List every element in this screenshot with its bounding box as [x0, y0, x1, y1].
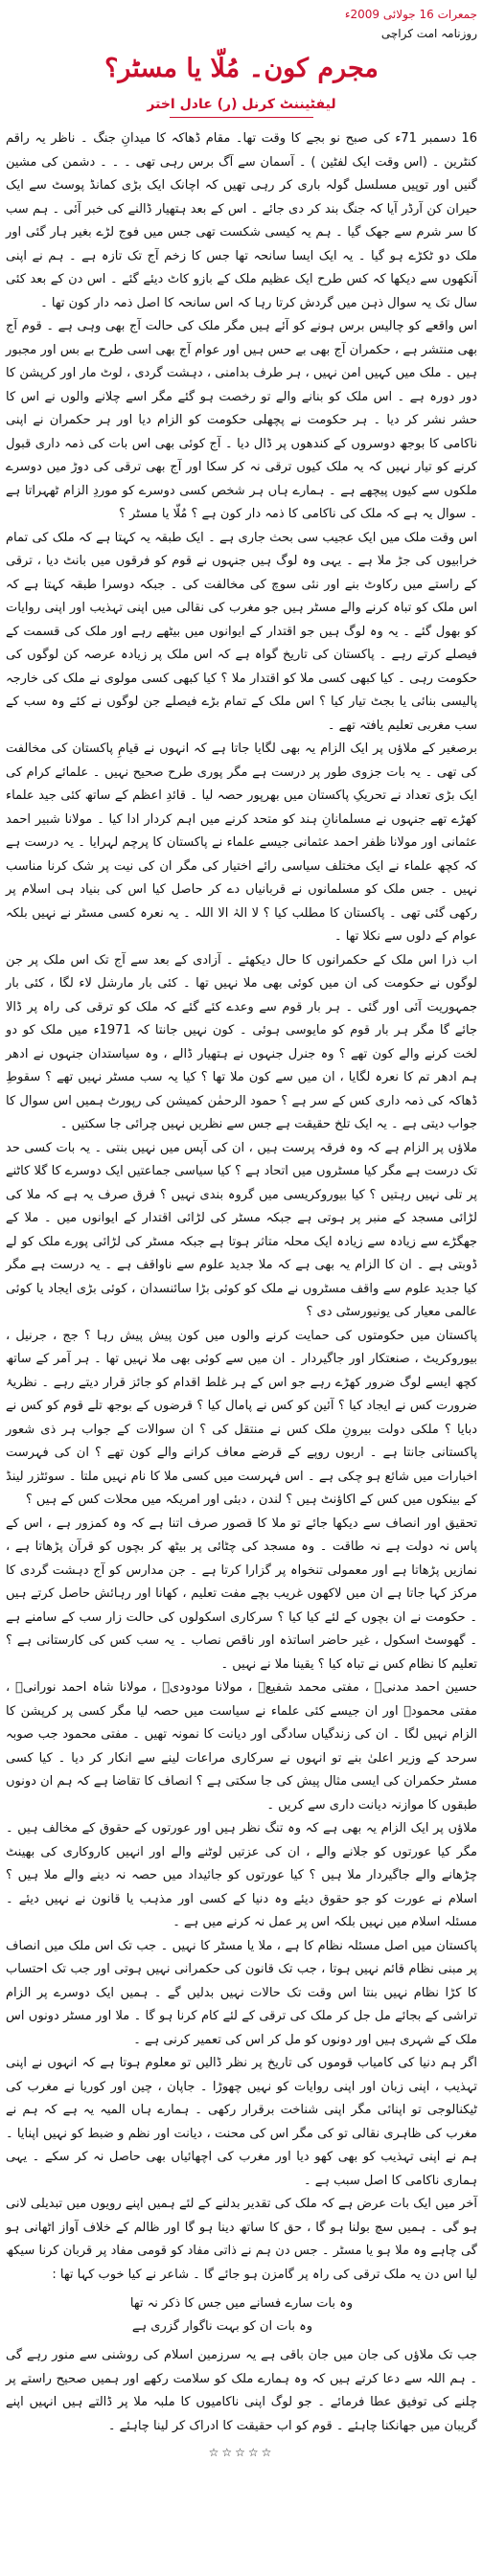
verse-line: وہ بات ان کو بہت ناگوار گزری ہے — [131, 2319, 313, 2334]
article-paragraph: حسین احمد مدنیؒ ، مفتی محمد شفیعؒ ، مولانا مودودیؒ ، مولانا شاہ احمد نورانیؒ ، مفتی محمودؒ اور ان جیسے کئی علماء نے سیاست میں حصہ لیا مگر کسی پر کرپشن کا الزام نہیں لگا ۔ ان کی زندگیاں سادگی اور دیانت کا نمونہ تھیں ۔ مفتی محمود جب صوبہ سرحد کے وزیر اعلیٰ بنے تو انہوں نے سرکاری مراعات لینے سے انکار کر دیا ۔ کیا کسی مسٹر حکمران کی ایسی مثال پیش کی جا سکتی ہے ؟ انصاف کا تقاضا ہے کہ ہم ان دونوں طبقوں کا موازنہ دیانت داری سے کریں ۔ — [6, 1680, 477, 1812]
poetry-couplet — [6, 2292, 477, 2338]
article-byline: لیفٹیننٹ کرنل (ر) عادل اختر — [147, 97, 336, 112]
article-paragraph: اگر ہم دنیا کی کامیاب قوموں کی تاریخ پر نظر ڈالیں تو معلوم ہوتا ہے کہ انہوں نے اپنی تہذیب ، اپنی زبان اور اپنی روایات کو نہیں چھوڑا ۔ جاپان ، چین اور کوریا نے مغرب کی ٹیکنالوجی تو اپنائی مگر اپنی شناخت برقرار رکھی ۔ ہمارے ہاں المیہ یہ ہے کہ ہم نے مغرب کی ظاہری نقالی تو کی مگر اس کی محنت ، دیانت اور نظم و ضبط کو نہیں اپنایا ۔ ہم نے اپنی تہذیب کو بھی کھو دیا اور مغرب کی اچھائیاں بھی حاصل نہ کر سکے ۔ یہی ہماری ناکامی کا اصل سبب ہے ۔ — [6, 2056, 477, 2188]
article-paragraph: برصغیر کے ملاؤں پر ایک الزام یہ بھی لگایا جاتا ہے کہ انہوں نے قیامِ پاکستان کی مخالفت کی تھی ۔ یہ بات جزوی طور پر درست ہے مگر پوری طرح صحیح نہیں ۔ علمائے کرام کی ایک بڑی تعداد نے تحریکِ پاکستان میں بھرپور حصہ لیا ۔ قائدِ اعظم کے ساتھ کئی جید علماء کھڑے تھے جنہوں نے مسلمانانِ ہند کو متحد کرنے میں اہم کردار ادا کیا ۔ مولانا شبیر احمد عثمانی اور مولانا ظفر احمد عثمانی جیسے علماء نے پاکستان کا پرچم لہرایا ۔ یہ درست ہے کہ کچھ علماء نے ایک مختلف سیاسی رائے اختیار کی مگر ان کی نیت پر شک کرنا مناسب نہیں ۔ جس ملک کو مسلمانوں نے قربانیاں دے کر حاصل کیا اس کی بنیاد ہی اسلام پر رکھی گئی تھی ۔ پاکستان کا مطلب کیا ؟ لا الہٰ الا اللہ ۔ یہ نعرہ کسی مسٹر نے نہیں بلکہ عوام کے دلوں سے نکلا تھا ۔ — [6, 741, 477, 944]
article-paragraph: تحقیق اور انصاف سے دیکھا جائے تو ملا کا قصور صرف اتنا ہے کہ وہ کمزور ہے ، اس کے پاس نہ دولت ہے نہ طاقت ۔ وہ مسجد کی چٹائی پر بیٹھ کر بچوں کو قرآن پڑھاتا ہے ، نمازیں پڑھاتا ہے اور معمولی تنخواہ پر گزارا کرتا ہے ۔ جن مدارس کو آج دہشت گردی کا مرکز کہا جاتا ہے ان میں لاکھوں غریب بچے مفت تعلیم ، کھانا اور رہائش حاصل کرتے ہیں ۔ حکومت نے ان بچوں کے لئے کیا کیا ؟ سرکاری اسکولوں کی حالت زار سب کے سامنے ہے ۔ گھوسٹ اسکول ، غیر حاضر اساتذہ اور ناقص نصاب ۔ یہ سب کس کی کارستانی ہے ؟ تعلیم کا نظام کس نے تباہ کیا ؟ یقینا ملا نے نہیں ۔ — [6, 1516, 477, 1672]
newspaper-clipping — [6, 6, 477, 2570]
article-paragraph: آخر میں ایک بات عرض ہے کہ ملک کی تقدیر بدلنے کے لئے ہمیں اپنے رویوں میں تبدیلی لانی ہو گی ۔ ہمیں سچ بولنا ہو گا ، حق کا ساتھ دینا ہو گا اور ظالم کے خلاف آواز اٹھانی ہو گی چاہے وہ ملا ہو یا مسٹر ۔ جس دن ہم نے ذاتی مفاد کو قومی مفاد پر قربان کرنا سیکھ لیا اس دن یہ ملک ترقی کی راہ پر گامزن ہو جائے گا ۔ شاعر نے کیا خوب کہا تھا : — [6, 2197, 477, 2282]
article-headline: مجرم کون۔ مُلّا یا مسٹر؟ — [104, 54, 379, 83]
article-body — [6, 127, 477, 2287]
article-paragraph: ملاؤں پر الزام ہے کہ وہ فرقہ پرست ہیں ، ان کی آپس میں نہیں بنتی ۔ یہ بات کسی حد تک درست ہے مگر کیا مسٹروں میں اتحاد ہے ؟ کیا سیاسی جماعتیں ایک دوسرے کا گلا کاٹنے پر تلی نہیں رہتیں ؟ کیا بیوروکریسی میں گروہ بندی نہیں ؟ فرق صرف یہ ہے کہ ملا کی لڑائی مسجد کے منبر پر ہوتی ہے جبکہ مسٹر کی لڑائی اقتدار کے ایوانوں میں ۔ ملا کے جھگڑے سے زیادہ سے زیادہ ایک محلہ متاثر ہوتا ہے جبکہ مسٹر کی لڑائی پورے ملک کو لے ڈوبتی ہے ۔ ان کا الزام یہ بھی ہے کہ ملا جدید علوم سے ناواقف ہے ۔ یہ درست ہے مگر کیا جدید علوم سے واقف مسٹروں نے ملک کو کوئی بڑا سائنسدان ، کوئی بڑی ایجاد یا کوئی عالمی معیار کی یونیورسٹی دی ؟ — [6, 1140, 477, 1319]
article-paragraph: اس واقعے کو چالیس برس ہونے کو آئے ہیں مگر ملک کی حالت آج بھی وہی ہے ۔ قوم آج بھی منتشر ہے ، حکمران آج بھی بے حس ہیں اور عوام آج بھی اسی طرح بے بس اور مجبور ہیں ۔ ملک میں کہیں امن نہیں ، ہر طرف بدامنی ، دہشت گردی ، لوٹ مار اور کرپشن کا دور دورہ ہے ۔ اس ملک کو بنانے والے تو رخصت ہو گئے مگر اسے چلانے والوں نے اس کا حشر نشر کر دیا ۔ ہر حکومت نے پچھلی حکومت کو الزام دیا اور ہر حکمران نے اپنی ناکامی کا بوجھ دوسروں کے کندھوں پر ڈال دیا ۔ آج کوئی بھی اس بات کی ذمہ داری قبول کرنے کو تیار نہیں کہ یہ ملک کیوں ترقی نہ کر سکا اور آج بھی ترقی کی دوڑ میں دوسرے ملکوں سے کیوں پیچھے ہے ۔ ہمارے ہاں ہر شخص کسی دوسرے کو موردِ الزام ٹھہراتا ہے ۔ سوال یہ ہے کہ ملک کی ناکامی کا ذمہ دار کون ہے ؟ مُلّا یا مسٹر ؟ — [6, 319, 477, 521]
byline-underline — [170, 117, 313, 118]
article-closing — [6, 2344, 477, 2438]
end-mark-stars: ☆☆☆☆☆ — [208, 2446, 275, 2459]
article-paragraph: اس وقت ملک میں ایک عجیب سی بحث جاری ہے ۔ ایک طبقہ یہ کہتا ہے کہ ملک کی تمام خرابیوں کی جڑ ملا ہے ۔ یہی وہ لوگ ہیں جنہوں نے قوم کو فرقوں میں بانٹ دیا ، ترقی کے راستے میں رکاوٹ بنے اور نئی سوچ کی مخالفت کی ۔ جبکہ دوسرا طبقہ کہتا ہے کہ اس ملک کو تباہ کرنے والے مسٹر ہیں جو مغرب کی نقالی میں اپنی تہذیب اور اپنی روایات کو بھول گئے ۔ یہ وہ لوگ ہیں جو اقتدار کے ایوانوں میں بیٹھے رہے اور ملک کی قسمت کے فیصلے کرتے رہے ۔ پاکستان کی تاریخ گواہ ہے کہ اس ملک پر زیادہ عرصہ کن لوگوں کی حکومت رہی ۔ کیا کبھی کسی ملا کو اقتدار ملا ؟ کیا کبھی کسی مولوی نے ملک کی خارجہ پالیسی بنائی یا بجٹ تیار کیا ؟ اس ملک کے تمام بڑے فیصلے جن لوگوں نے کئے وہ سب کے سب مغربی تعلیم یافتہ تھے ۔ — [6, 530, 477, 733]
article-paragraph: 16 دسمبر 71ء کی صبح نو بجے کا وقت تھا۔ مقام ڈھاکہ کا میدانِ جنگ ۔ ناظر یہ راقم کنٹرین ۔ (اس وقت ایک لفٹین ) ۔ آسمان سے آگ برس رہی تھی ۔ ۔ ۔ دشمن کی مشین گنیں اور توپیں مسلسل گولہ باری کر رہی تھیں کہ اچانک ایک بڑی کمانڈ پوسٹ سے ایک حیران کن آرڈر آیا کہ جنگ بند کر دی جائے ۔ اس کے بعد ہتھیار ڈالنے کی خبر آئی ۔ ہم سب کا سر شرم سے جھک گیا ۔ ہم یہ کیسی شکست تھی جس میں فوج لڑے بغیر ہار گئی اور ملک دو ٹکڑے ہو گیا ۔ یہ ایک ایسا سانحہ تھا جس کا زخم آج تک تازہ ہے ۔ ہم نے اپنی آنکھوں سے دیکھا کہ کس طرح ایک عظیم ملک کے بازو کاٹ دیئے گئے ۔ اس دن کے بعد کئی سال تک یہ سوال ذہن میں گردش کرتا رہا کہ اس سانحہ کا اصل ذمہ دار کون تھا ۔ — [6, 131, 477, 310]
publication-name: روزنامہ امت کراچی — [380, 27, 477, 40]
article-paragraph: ملاؤں پر ایک الزام یہ بھی ہے کہ وہ تنگ نظر ہیں اور عورتوں کے حقوق کے مخالف ہیں ۔ مگر کیا عورتوں کو جلانے والے ، ان کی عزتیں لوٹنے والے اور انہیں کاروکاری کی بھینٹ چڑھانے والے جاگیردار ملا ہیں ؟ کیا عورتوں کو جائیداد میں حصہ نہ دینے والے ملا ہیں ؟ اسلام نے عورت کو جو حقوق دیئے وہ دنیا کے کسی اور مذہب یا قانون نے نہیں دیئے ۔ مسئلہ اسلام میں نہیں بلکہ اس پر عمل نہ کرنے میں ہے ۔ — [6, 1821, 477, 1929]
verse-line: وہ بات سارے فسانے میں جس کا ذکر نہ تھا — [129, 2296, 354, 2311]
dateline: جمعرات 16 جولائی 2009ء — [344, 8, 477, 21]
article-paragraph: پاکستان میں اصل مسئلہ نظام کا ہے ، ملا یا مسٹر کا نہیں ۔ جب تک اس ملک میں انصاف پر مبنی نظام قائم نہیں ہوتا ، جب تک قانون کی حکمرانی نہیں ہوتی اور جب تک احتساب کا کڑا نظام نہیں بنتا اس وقت تک حالات نہیں بدلیں گے ۔ ہمیں ایک دوسرے پر الزام تراشی کے بجائے مل جل کر ملک کی ترقی کے لئے کام کرنا ہو گا ۔ ملا اور مسٹر دونوں اس ملک کے شہری ہیں اور دونوں کو مل کر اس کی تعمیر کرنی ہے ۔ — [6, 1938, 477, 2047]
article-paragraph: پاکستان میں حکومتوں کی حمایت کرنے والوں میں کون پیش پیش رہا ؟ جج ، جرنیل ، بیوروکریٹ ، صنعتکار اور جاگیردار ۔ ان میں سے کوئی بھی ملا نہیں تھا ۔ ہر آمر کے ساتھ کچھ ایسے لوگ ضرور کھڑے رہے جو اس کے ہر غلط اقدام کو جائز قرار دیتے رہے ۔ نظریۂ ضرورت کس نے ایجاد کیا ؟ آئین کو کس نے پامال کیا ؟ قرضوں کے بوجھ تلے قوم کو کس نے دبایا ؟ ملکی دولت بیرونِ ملک کس نے منتقل کی ؟ ان سوالات کے جواب ہر ذی شعور پاکستانی جانتا ہے ۔ اربوں روپے کے قرضے معاف کرانے والے کون تھے ؟ ان کی فہرست اخبارات میں شائع ہو چکی ہے ۔ اس فہرست میں کسی ملا کا نام نہیں ملتا ۔ سوئٹزر لینڈ کے بینکوں میں کس کے اکاؤنٹ ہیں ؟ لندن ، دبئی اور امریکہ میں محلات کس کے ہیں ؟ — [6, 1328, 477, 1507]
closing-paragraph: جب تک ملاؤں کی جان میں جان باقی ہے یہ سرزمین اسلام کی روشنی سے منور رہے گی ۔ ہم اللہ سے دعا کرتے ہیں کہ وہ ہمارے ملک کو سلامت رکھے اور ہمیں صحیح راستے پر چلنے کی توفیق عطا فرمائے ۔ جو لوگ اپنی ناکامیوں کا ملبہ ملا پر ڈالتے ہیں انہیں اپنے گریبان میں جھانکنا چاہئے ۔ قوم کو اب حقیقت کا ادراک کر لینا چاہئے ۔ — [6, 2348, 477, 2433]
article-paragraph: اب ذرا اس ملک کے حکمرانوں کا حال دیکھئے ۔ آزادی کے بعد سے آج تک اس ملک پر جن لوگوں نے حکومت کی ان میں کوئی بھی ملا نہیں تھا ۔ کئی بار مارشل لاء لگا ، کئی بار جمہوریت آئی اور گئی ۔ ہر بار قوم سے وعدے کئے گئے کہ ملک کو ترقی کی راہ پر ڈالا جائے گا مگر ہر بار قوم کو مایوسی ہوئی ۔ کون نہیں جانتا کہ 1971ء میں ملک کو دو لخت کرنے والے کون تھے ؟ وہ جنرل جنہوں نے ہتھیار ڈالے ، وہ سیاستدان جنہوں نے ادھر ہم ادھر تم کا نعرہ لگایا ، ان میں سے کون ملا تھا ؟ کیا یہ سب مسٹر نہیں تھے ؟ سقوطِ ڈھاکہ کی ذمہ داری کس کے سر ہے ؟ حمود الرحمٰن کمیشن کی رپورٹ ہمیں اس سوال کا جواب دیتی ہے ۔ یہ ایک تلخ حقیقت ہے جس سے نظریں نہیں چرائی جا سکتیں ۔ — [6, 952, 477, 1131]
